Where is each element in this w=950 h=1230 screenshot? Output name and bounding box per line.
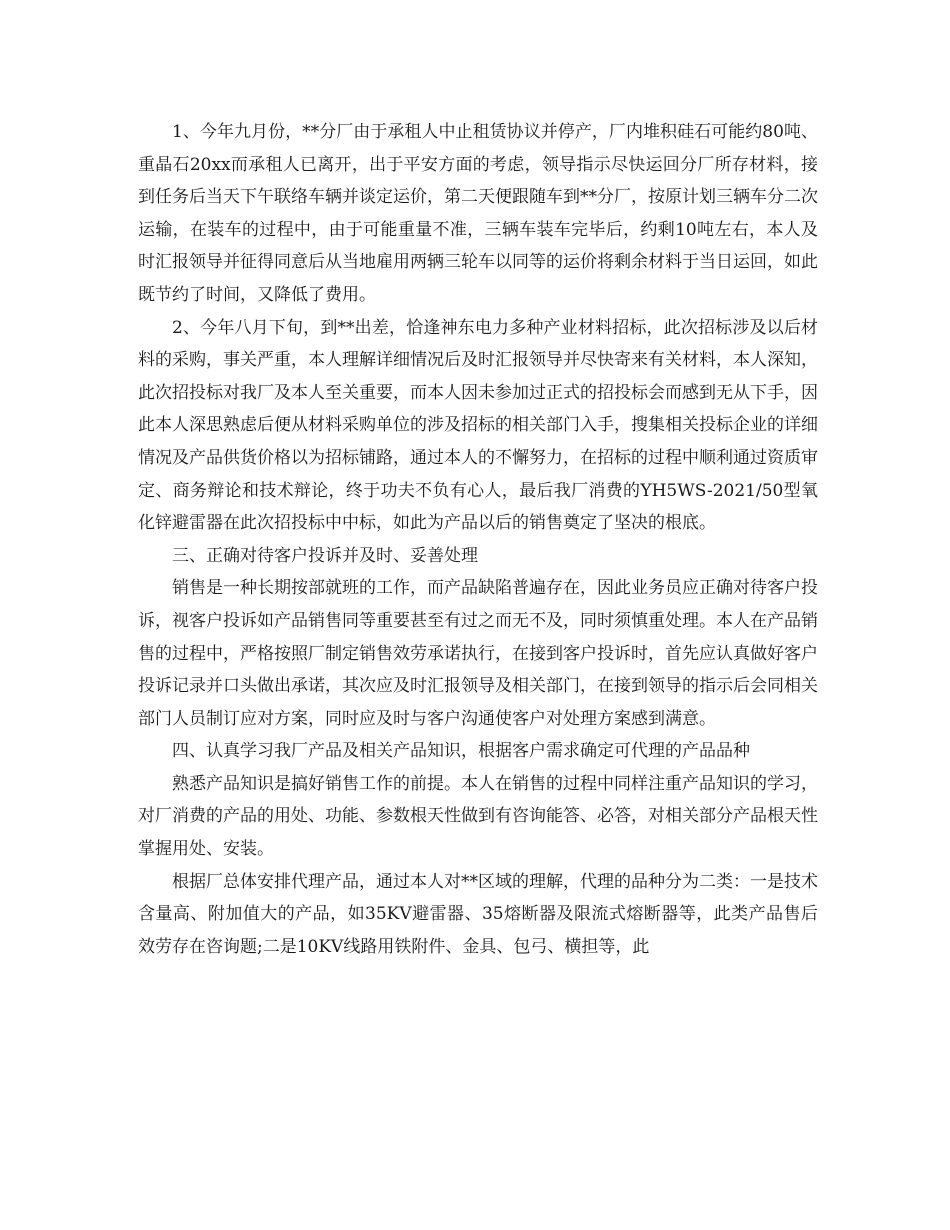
paragraph-4: 熟悉产品知识是搞好销售工作的前提。本人在销售的过程中同样注重产品知识的学习，对厂消费的产品的用处、功能、参数根天性做到有咨询能答、必答，对相关部分产品根天性掌握用处、安装。 xyxy=(138,773,818,860)
paragraph-2: 2、今年八月下旬，到**出差，恰逢神东电力多种产业材料招标，此次招标涉及以后材料的采购，事关严重，本人理解详细情况后及时汇报领导并尽快寄来有关材料，本人深知，此次招投标对我厂及本人至关重要，而本人因未参加过正式的招投标会而感到无从下手，因此本人深思熟虑后便从材料采购单位的涉及招标的相关部门入手，搜集相关投标企业的详细情况及产品供货价格以为招标铺路，通过本人的不懈努力，在招标的过程中顺利通过资质审定、商务辩论和技术辩论，终于功夫不负有心人，最后我厂消费的YH5WS-2021/50型氧化锌避雷器在此次招投标中中标，如此为产品以后的销售奠定了坚决的根底。 xyxy=(138,317,818,534)
paragraph-5: 根据厂总体安排代理产品，通过本人对**区域的理解，代理的品种分为二类：一是技术含量高、附加值大的产品，如35KV避雷器、35熔断器及限流式熔断器等，此类产品售后效劳存在咨询题;二是10KV线路用铁附件、金具、包弓、横担等，此 xyxy=(138,871,818,957)
section-heading-3: 三、正确对待客户投诉并及时、妥善处理 xyxy=(172,545,478,566)
paragraph-1: 1、今年九月份，**分厂由于承租人中止租赁协议并停产，厂内堆积硅石可能约80吨、重晶石20xx而承租人已离开，出于平安方面的考虑，领导指示尽快运回分厂所存材料，接到任务后当天下午联络车辆并谈定运价，第二天便跟随车到**分厂，按原计划三辆车分二次运输，在装车的过程中，由于可能重量不准，三辆车装车完毕后，约剩10吨左右，本人及时汇报领导并征得同意后从当地雇用两辆三轮车以同等的运价将剩余材料于当日运回，如此既节约了时间，又降低了费用。 xyxy=(138,122,818,305)
paragraph-3: 销售是一种长期按部就班的工作，而产品缺陷普遍存在，因此业务员应正确对待客户投诉，视客户投诉如产品销售同等重要甚至有过之而无不及，同时须慎重处理。本人在产品销售的过程中，严格按照厂制定销售效劳承诺执行，在接到客户投诉时，首先应认真做好客户投诉记录并口头做出承诺，其次应及时汇报领导及相关部门，在接到领导的指示后会同相关部门人员制订应对方案，同时应及时与客户沟通使客户对处理方案感到满意。 xyxy=(138,578,818,729)
document-body xyxy=(138,116,818,963)
section-heading-4: 四、认真学习我厂产品及相关产品知识，根据客户需求确定可代理的产品品种 xyxy=(172,741,750,762)
